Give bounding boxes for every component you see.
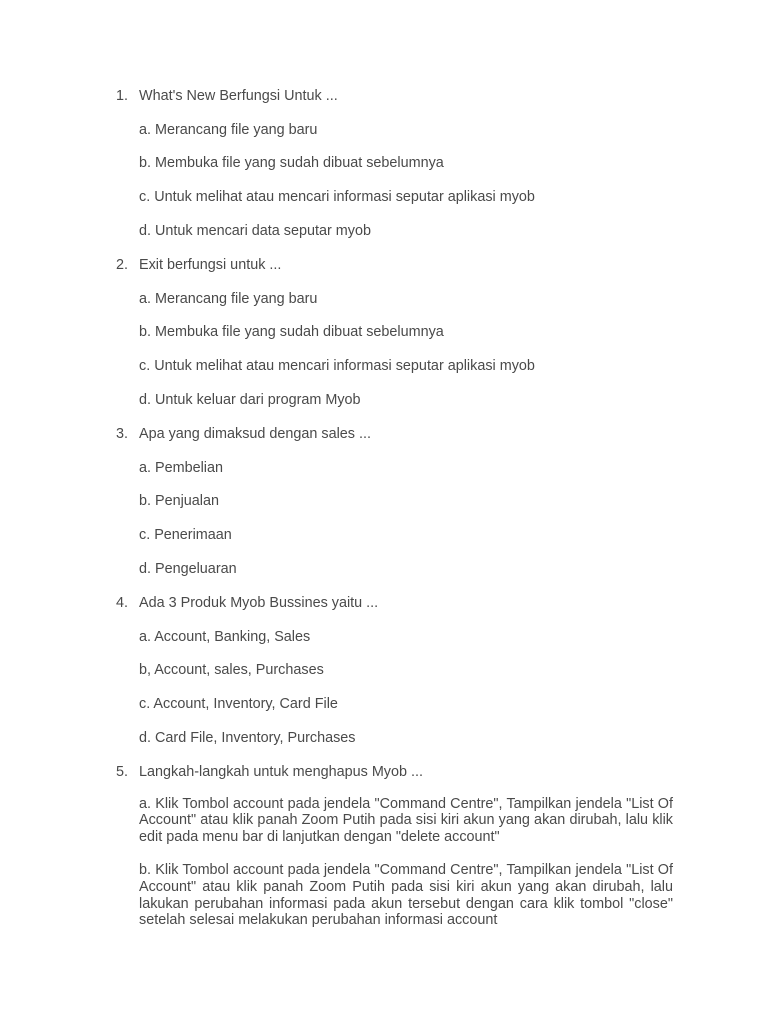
question-2 [116,255,676,410]
question-3-prompt [116,424,676,444]
option-d: d. Card File, Inventory, Purchases [139,729,356,746]
question-3 [116,424,676,579]
question-5-prompt [116,762,676,782]
question-text: Langkah-langkah untuk menghapus Myob ... [139,764,424,780]
question-text: Exit berfungsi untuk ... [139,257,282,273]
option-b: b. Klik Tombol account pada jendela "Command Centre", Tampilkan jendela "List Of Account" atau klik panah Zoom Putih pada sisi kiri akun yang akan dirubah, lalu lakukan perubahan informasi pada akun tersebut dengan cara klik tombol "close" setelah selesai melakukan perubahan informasi account [139,862,673,929]
question-number: 5. [116,764,129,780]
question-5 [116,762,676,929]
question-4 [116,593,676,748]
question-number: 4. [116,595,129,611]
question-number: 2. [116,257,129,273]
option-d: d. Pengeluaran [139,560,237,577]
question-text: What's New Berfungsi Untuk ... [139,88,338,104]
option-b: b. Membuka file yang sudah dibuat sebelumnya [139,155,444,172]
question-number: 3. [116,426,129,442]
option-c: c. Account, Inventory, Card File [139,696,338,713]
question-number: 1. [116,88,129,104]
option-a: a. Klik Tombol account pada jendela "Command Centre", Tampilkan jendela "List Of Account" atau klik panah Zoom Putih pada sisi kiri akun yang akan dirubah, lalu klik edit pada menu bar di lanjutkan dengan "delete account" [139,795,673,846]
option-c: c. Untuk melihat atau mencari informasi seputar aplikasi myob [139,189,535,206]
option-a: a. Account, Banking, Sales [139,628,311,645]
question-2-prompt [116,255,676,275]
option-d: d. Untuk mencari data seputar myob [139,222,371,239]
question-4-prompt [116,593,676,613]
question-text: Ada 3 Produk Myob Bussines yaitu ... [139,595,379,611]
option-b: b, Account, sales, Purchases [139,662,324,679]
option-a: a. Merancang file yang baru [139,121,318,138]
option-c: c. Penerimaan [139,527,232,544]
option-b: b. Membuka file yang sudah dibuat sebelumnya [139,324,444,341]
option-a: a. Merancang file yang baru [139,290,318,307]
question-text: Apa yang dimaksud dengan sales ... [139,426,371,442]
question-1 [116,86,676,241]
question-1-prompt [116,86,676,106]
option-b: b. Penjualan [139,493,220,510]
option-d: d. Untuk keluar dari program Myob [139,391,361,408]
option-a: a. Pembelian [139,459,223,476]
option-c: c. Untuk melihat atau mencari informasi seputar aplikasi myob [139,358,535,375]
